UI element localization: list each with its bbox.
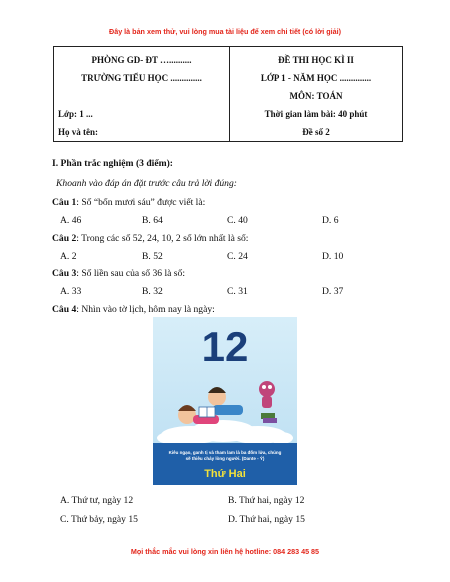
option[interactable]: C. 31 [227, 286, 248, 297]
exam-code: Đề số 2 [302, 127, 330, 137]
option[interactable]: B. 52 [142, 251, 163, 262]
question-text: : Nhìn vào tờ lịch, hôm nay là ngày: [76, 304, 215, 315]
preview-banner: Đây là bản xem thử, vui lòng mua tài liệu để xem chi tiết (có lời giải) [109, 27, 341, 36]
department: PHÒNG GD- ĐT ….......... [91, 55, 192, 65]
grade-year: LỚP 1 - NĂM HỌC .............. [260, 73, 372, 83]
subject: MÔN: TOÁN [289, 91, 343, 101]
section-instruction: Khoanh vào đáp án đặt trước câu trả lời đúng: [56, 178, 237, 189]
option[interactable]: D. 37 [322, 286, 344, 297]
option[interactable]: D. 6 [322, 215, 339, 226]
option[interactable]: A. 33 [60, 286, 82, 297]
exam-title: ĐỀ THI HỌC KÌ II [278, 55, 354, 65]
question-3 [52, 268, 185, 279]
question-text: : Trong các số 52, 24, 10, 2 số lớn nhất là số: [76, 233, 249, 244]
class-field: Lớp: 1 ... [58, 109, 93, 119]
section-title: I. Phần trắc nghiệm (3 điểm): [52, 158, 173, 169]
calendar-weekday: Thứ Hai [204, 468, 246, 480]
question-text: : Số liền sau của số 36 là số: [76, 268, 185, 279]
option[interactable]: A. 2 [60, 251, 77, 262]
calendar-quote-line-1: Kiêu ngạo, ganh tị và tham lam là ba đốm lửa, chúng [168, 450, 282, 455]
exam-duration: Thời gian làm bài: 40 phút [264, 109, 368, 119]
question-label: Câu 1 [52, 197, 77, 208]
question-text: : Số “bốn mươi sáu” được viết là: [76, 197, 206, 208]
calendar-quote-line-2: sẽ thiêu cháy lòng người. (Dante - Ý) [185, 456, 265, 461]
calendar-day-number: 12 [201, 323, 249, 370]
exam-header-table [53, 46, 403, 142]
question-label: Câu 3 [52, 268, 77, 279]
question-label: Câu 2 [52, 233, 77, 244]
header-left [54, 47, 229, 141]
question-label: Câu 4 [52, 304, 77, 315]
option[interactable]: C. 24 [227, 251, 248, 262]
calendar-illustration [153, 317, 297, 485]
question-1 [52, 197, 205, 208]
option[interactable]: B. 32 [142, 286, 163, 297]
option[interactable]: B. 64 [142, 215, 163, 226]
option[interactable]: A. 46 [60, 215, 82, 226]
question-2 [52, 233, 248, 244]
question-4 [52, 304, 215, 315]
student-name-field: Họ và tên: [58, 127, 98, 137]
school-name: TRƯỜNG TIỂU HỌC .............. [81, 73, 202, 83]
option[interactable]: C. 40 [227, 215, 248, 226]
hotline-banner: Mọi thắc mắc vui lòng xin liên hệ hotline: 084 283 45 85 [130, 547, 320, 556]
option[interactable]: B. Thứ hai, ngày 12 [228, 495, 305, 506]
option[interactable]: D. Thứ hai, ngày 15 [228, 514, 305, 525]
header-right [230, 47, 402, 141]
option[interactable]: C. Thứ bảy, ngày 15 [60, 514, 138, 525]
option[interactable]: A. Thứ tư, ngày 12 [60, 495, 134, 506]
option[interactable]: D. 10 [322, 251, 344, 262]
